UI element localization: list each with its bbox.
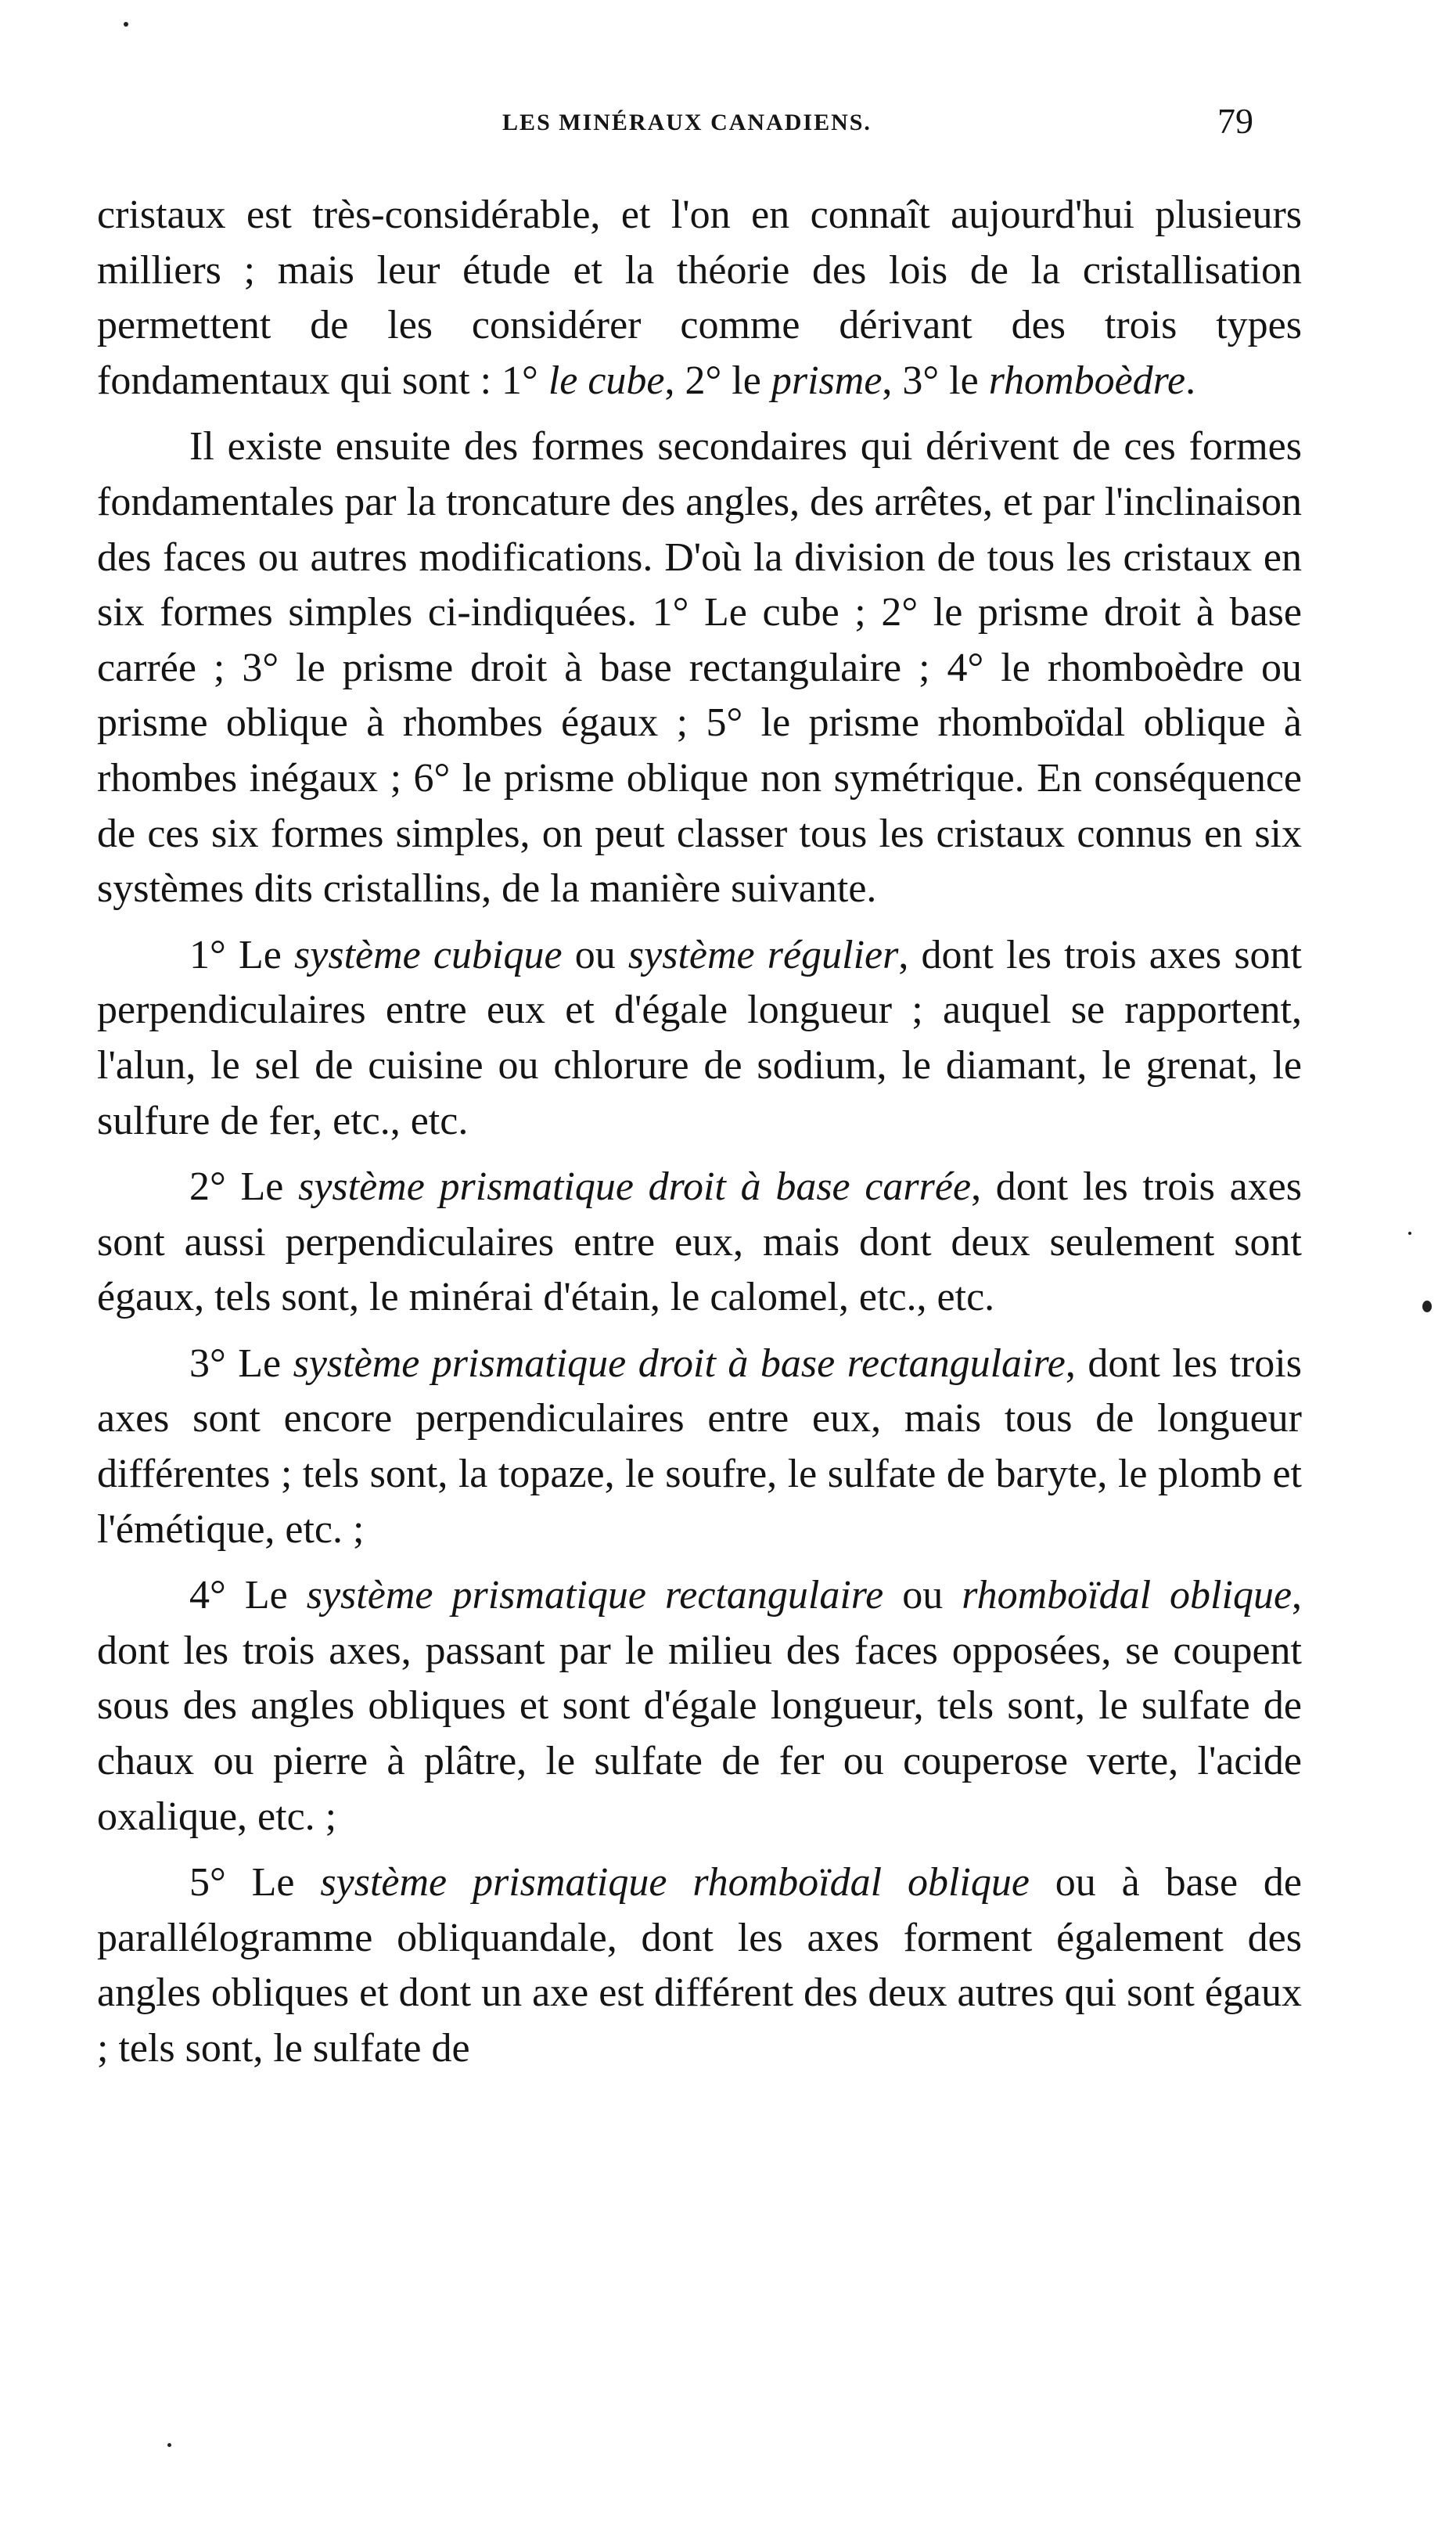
paragraph-6 xyxy=(97,1568,1302,1844)
text-run: 5° Le xyxy=(189,1860,321,1905)
body-text xyxy=(97,188,1302,2088)
text-run: ou xyxy=(562,932,628,977)
text-run: ou à base de parallélogramme obliquandale, dont les axes forment également des angles obliques et dont un axe est différent des deux autres qui sont égaux ; tels sont, le sulfate de xyxy=(97,1860,1302,2071)
text-run: 2° Le xyxy=(189,1164,299,1210)
italic-term: rhomboïdal oblique xyxy=(962,1573,1292,1618)
italic-term: prisme xyxy=(771,358,883,403)
italic-term: rhomboèdre xyxy=(988,358,1186,403)
paragraph-2 xyxy=(97,419,1302,916)
text-run: cristaux est très-considérable, et l'on en connaît aujourd'hui plusieurs milliers ; mais leur étude et la théorie des lois de la cristallisation permettent de les considérer comme dérivant des trois types fondamentaux qui sont : 1° xyxy=(97,193,1302,403)
paragraph-1 xyxy=(97,188,1302,408)
italic-term: système prismatique droit à base carrée xyxy=(298,1164,972,1210)
italic-term: le cube xyxy=(548,358,665,403)
text-run: , dont les trois axes sont encore perpendiculaires entre eux, mais tous de longueur différentes ; tels sont, la topaze, le soufre, le sulfate de baryte, le plomb et l'émétique, etc. ; xyxy=(97,1340,1302,1552)
italic-term: système prismatique rhomboïdal oblique xyxy=(320,1860,1030,1905)
text-run: , dont les trois axes sont perpendiculaires entre eux et d'égale longueur ; auquel se rapportent, l'alun, le sel de cuisine ou chlorure de sodium, le diamant, le grenat, le sulfure de fer, etc., etc. xyxy=(97,932,1303,1143)
paragraph-4 xyxy=(97,1160,1302,1326)
text-run: ou xyxy=(883,1573,962,1618)
paragraph-3 xyxy=(97,928,1302,1149)
text-run: , 2° le xyxy=(664,358,771,403)
text-run: 1° Le xyxy=(189,932,295,977)
italic-term: système régulier xyxy=(627,932,899,977)
scan-speck xyxy=(1422,1301,1432,1312)
text-run: , dont les trois axes, passant par le milieu des faces opposées, se coupent sous des angles obliques et sont d'égale longueur, tels sont, le sulfate de chaux ou pierre à plâtre, le sulfate de fer ou couperose verte, l'acide oxalique, etc. ; xyxy=(97,1573,1303,1839)
italic-term: système prismatique rectangulaire xyxy=(306,1573,884,1618)
text-run: 3° Le xyxy=(189,1340,293,1386)
paragraph-5 xyxy=(97,1337,1302,1557)
text-run: 4° Le xyxy=(189,1573,307,1618)
text-run: Il existe ensuite des formes secondaires qui dérivent de ces formes fondamentales par la troncature des angles, des arrêtes, et par l'inclinaison des faces ou autres modifications. D'où la division de tous les cristaux en six formes simples ci-indiquées. 1° Le cube ; 2° le prisme droit à base carrée ; 3° le prisme droit à base rectangulaire ; 4° le rhomboèdre ou prisme oblique à rhombes égaux ; 5° le prisme rhomboïdal oblique à rhombes inégaux ; 6° le prisme oblique non symétrique. En conséquence de ces six formes simples, on peut classer tous les cristaux connus en six systèmes dits cristallins, de la manière suivante. xyxy=(97,424,1302,912)
text-run: , 3° le xyxy=(882,358,989,403)
scan-speck xyxy=(1408,1232,1411,1235)
text-run: , dont les trois axes sont aussi perpendiculaires entre eux, mais dont deux seulement sont égaux, tels sont, le minérai d'étain, le calomel, etc., etc. xyxy=(97,1164,1302,1320)
italic-term: système prismatique droit à base rectangulaire xyxy=(293,1340,1066,1386)
text-run: . xyxy=(1185,358,1196,403)
running-title: LES MINÉRAUX CANADIENS. xyxy=(502,110,872,135)
italic-term: système cubique xyxy=(294,932,563,977)
page-number: 79 xyxy=(1217,101,1253,141)
paragraph-7 xyxy=(97,1855,1302,2076)
scan-speck xyxy=(167,2443,171,2447)
scan-speck xyxy=(124,22,128,27)
